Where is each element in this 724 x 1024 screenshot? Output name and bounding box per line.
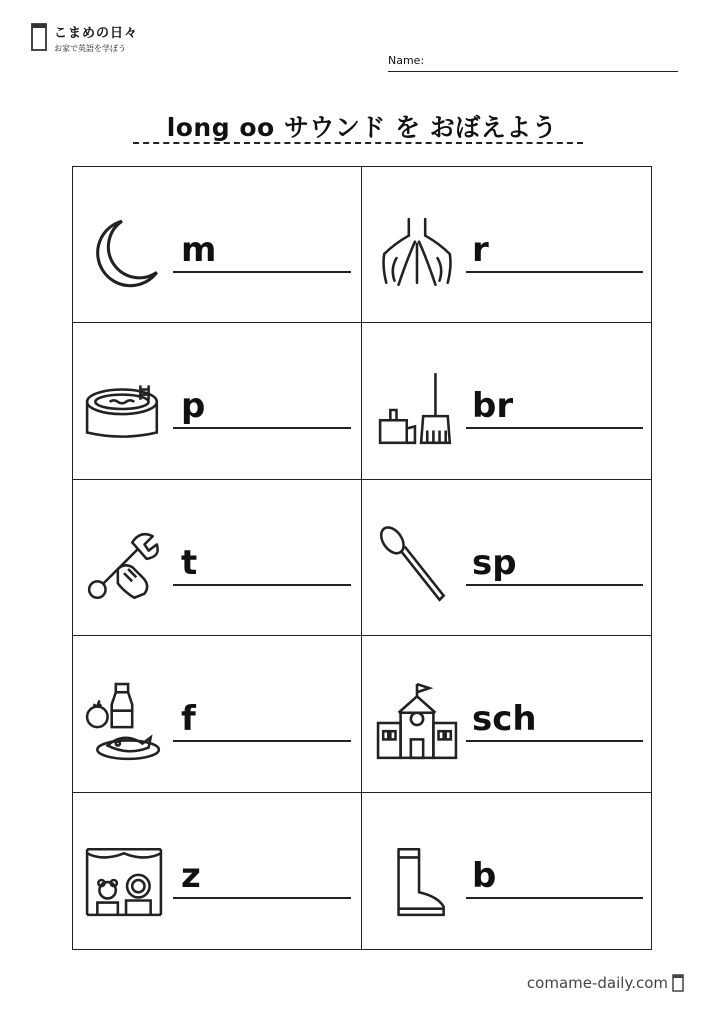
- brand-title: こまめの日々: [54, 26, 139, 41]
- word-prefix: m: [181, 230, 217, 270]
- name-label: Name:: [388, 54, 425, 67]
- zoo-icon: [83, 839, 165, 921]
- word-prefix: br: [472, 386, 514, 427]
- word-cell: [73, 323, 362, 479]
- word-cell: [362, 480, 651, 636]
- word-cell: [362, 636, 651, 792]
- footer-url: comame-daily.com: [526, 974, 668, 992]
- word-prefix: p: [181, 386, 206, 427]
- answer-line[interactable]: [173, 427, 351, 429]
- word-cell: [73, 167, 362, 323]
- brand-logo: [30, 22, 138, 54]
- moon-icon: [83, 213, 165, 295]
- food-icon: [83, 682, 165, 764]
- answer-line[interactable]: [173, 740, 351, 742]
- footer-site: [527, 974, 684, 992]
- answer-line[interactable]: [466, 584, 643, 586]
- word-cell: [73, 636, 362, 792]
- answer-line[interactable]: [466, 740, 643, 742]
- answer-line[interactable]: [466, 427, 643, 429]
- title-underline: [133, 142, 583, 144]
- spoon-icon: [376, 526, 458, 608]
- answer-line[interactable]: [466, 897, 643, 899]
- word-cell: [362, 793, 651, 949]
- word-grid: [72, 166, 652, 950]
- answer-line[interactable]: [466, 271, 643, 273]
- answer-line[interactable]: [173, 584, 351, 586]
- boot-icon: [376, 839, 458, 921]
- answer-line[interactable]: [173, 897, 351, 899]
- word-prefix: z: [181, 855, 201, 896]
- name-field-line[interactable]: [388, 71, 678, 72]
- page-title: long oo サウンド を おぼえよう: [166, 113, 558, 142]
- book-icon: [30, 22, 48, 52]
- word-prefix: sch: [472, 699, 537, 740]
- school-icon: [376, 682, 458, 764]
- answer-line[interactable]: [173, 271, 351, 273]
- word-cell: [73, 480, 362, 636]
- word-prefix: sp: [472, 542, 517, 583]
- word-cell: [362, 167, 651, 323]
- word-prefix: b: [472, 855, 497, 896]
- root-icon: [376, 213, 458, 295]
- pool-icon: [83, 369, 165, 451]
- word-prefix: t: [181, 542, 198, 583]
- word-prefix: f: [181, 699, 196, 740]
- book-icon: [672, 974, 684, 992]
- word-cell: [73, 793, 362, 949]
- brand-subtitle: お家で英語を学ぼう: [54, 44, 126, 53]
- tool-icon: [83, 526, 165, 608]
- word-prefix: r: [472, 230, 489, 270]
- word-cell: [362, 323, 651, 479]
- broom-icon: [376, 369, 458, 451]
